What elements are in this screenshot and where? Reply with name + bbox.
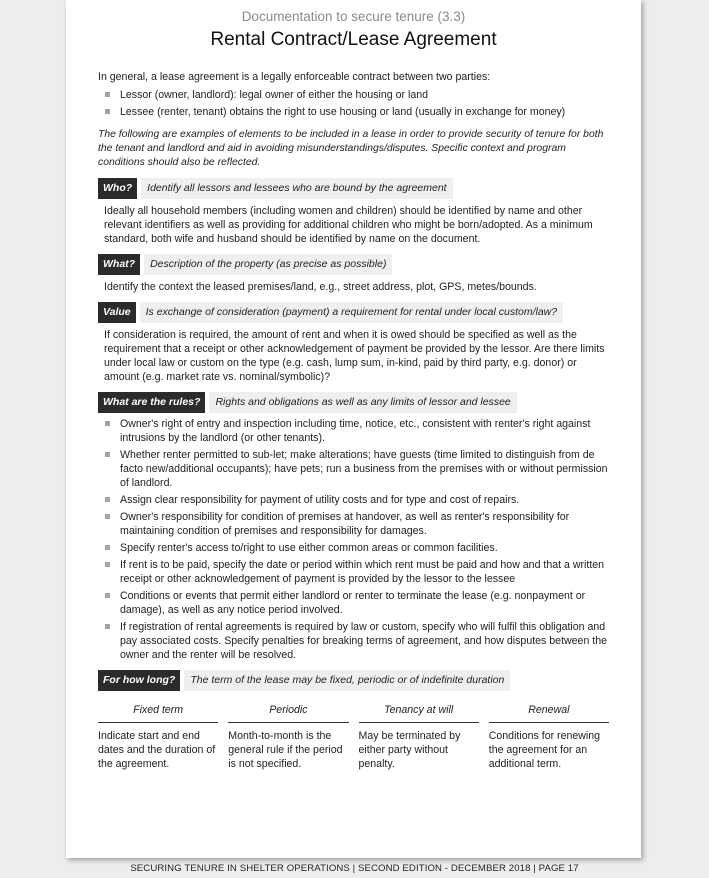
term-column: [98, 703, 218, 771]
list-item-text: Lessor (owner, landlord): legal owner of either the housing or land: [120, 89, 428, 101]
list-item: [98, 417, 609, 445]
list-item: [98, 558, 609, 586]
list-item: [98, 88, 609, 102]
page-footer: SECURING TENURE IN SHELTER OPERATIONS | SECOND EDITION - DECEMBER 2018 | PAGE 17: [130, 863, 579, 874]
bullet-square-icon: [105, 624, 110, 629]
section-description: Is exchange of consideration (payment) a requirement for rental under local custom/law?: [140, 302, 563, 323]
section-description: The term of the lease may be fixed, periodic or of indefinite duration: [184, 670, 510, 691]
section-how-long: [98, 670, 609, 691]
list-item-text: Owner's responsibility for condition of premises at handover, as well as renter's responsibility for maintaining condition of premises and responsibility for damages.: [120, 511, 570, 537]
list-item-text: Conditions or events that permit either landlord or renter to terminate the lease (e.g. nonpayment or damage), as well as any notice period involved.: [120, 590, 586, 616]
section-label: What are the rules?: [98, 392, 205, 413]
section-label: For how long?: [98, 670, 180, 691]
intro-bullets: [98, 88, 609, 119]
lease-terms-table: [98, 703, 609, 771]
section-header: [98, 392, 609, 413]
doc-subtitle: Documentation to secure tenure (3.3): [241, 9, 466, 24]
term-heading: Renewal: [489, 703, 609, 723]
list-item: [98, 589, 609, 617]
term-description: May be terminated by either party without penalty.: [358, 730, 461, 770]
section-header: [98, 670, 609, 691]
bullet-square-icon: [105, 545, 110, 550]
bullet-square-icon: [105, 452, 110, 457]
section-label: Who?: [98, 178, 137, 199]
bullet-square-icon: [105, 593, 110, 598]
term-description: Conditions for renewing the agreement for an additional term.: [488, 730, 601, 770]
term-heading: Periodic: [228, 703, 348, 723]
section-header: [98, 254, 609, 275]
section-what: [98, 254, 609, 294]
list-item-text: Owner's right of entry and inspection including time, notice, etc., consistent with renter's right against intrusions by the landlord (or other tenants).: [120, 418, 591, 444]
term-column: [489, 703, 609, 771]
bullet-square-icon: [105, 497, 110, 502]
intro-text: In general, a lease agreement is a legally enforceable contract between two parties:: [98, 71, 491, 83]
term-column: [228, 703, 348, 771]
section-value: [98, 302, 609, 384]
list-item: [98, 493, 609, 507]
section-who: [98, 178, 609, 246]
list-item-text: If rent is to be paid, specify the date or period within which rent must be paid and how and that a written receipt or other acknowledgement of payment is provided by the lessor to the lessee: [120, 559, 605, 585]
list-item-text: If registration of rental agreements is required by law or custom, specify who will fulfil this obligation and pay associated costs. Specify penalties for breaking terms of agreement, and how disputes between the owner and the renter will be resolved.: [120, 621, 608, 661]
list-item-text: Whether renter permitted to sub-let; make alterations; have guests (time limited to distinguish from de facto new/additional occupants); have pets; run a business from the premises with or without permission of landlord.: [120, 449, 608, 489]
section-description: Description of the property (as precise as possible): [144, 254, 392, 275]
term-description: Indicate start and end dates and the duration of the agreement.: [98, 730, 216, 770]
list-item: [98, 541, 609, 555]
bullet-square-icon: [105, 562, 110, 567]
section-label: What?: [98, 254, 140, 275]
bullet-square-icon: [105, 109, 110, 114]
list-item-text: Specify renter's access to/right to use either common areas or common facilities.: [120, 542, 498, 554]
section-body: Identify the context the leased premises/land, e.g., street address, plot, GPS, metes/bounds.: [104, 281, 537, 293]
document-page: [66, 0, 641, 858]
list-item: [98, 105, 609, 119]
list-item: [98, 620, 609, 662]
list-item: [98, 510, 609, 538]
term-description: Month-to-month is the general rule if the period is not specified.: [228, 730, 343, 770]
section-body: Ideally all household members (including women and children) should be identified by name and other relevant identifiers as well as providing for additional children who might be born/adopted. As a minimum standard, both wife and husband should be identified by name on the document.: [104, 205, 593, 245]
term-column: [359, 703, 479, 771]
doc-title: Rental Contract/Lease Agreement: [210, 29, 497, 50]
term-heading: Tenancy at will: [359, 703, 479, 723]
rules-list: [98, 417, 609, 662]
bullet-square-icon: [105, 514, 110, 519]
section-header: [98, 178, 609, 199]
section-rules: [98, 392, 609, 662]
section-label: Value: [98, 302, 136, 323]
bullet-square-icon: [105, 92, 110, 97]
bullet-square-icon: [105, 421, 110, 426]
list-item-text: Assign clear responsibility for payment of utility costs and for type and cost of repairs.: [120, 494, 520, 506]
section-body: If consideration is required, the amount of rent and when it is owed should be specified as well as the requirement that a receipt or other acknowledgement of payment be provided by the lessor. Are there limits under local law or custom on the type (e.g. cash, lump sum, in-kind, paid by third party, e.g. donor) or amount (e.g. market rate vs. nominal/symbolic)?: [104, 329, 605, 383]
list-item: [98, 448, 609, 490]
term-heading: Fixed term: [98, 703, 218, 723]
section-header: [98, 302, 609, 323]
section-description: Rights and obligations as well as any limits of lessor and lessee: [209, 392, 516, 413]
section-description: Identify all lessors and lessees who are bound by the agreement: [141, 178, 452, 199]
list-item-text: Lessee (renter, tenant) obtains the right to use housing or land (usually in exchange for money): [120, 106, 566, 118]
intro-note: The following are examples of elements to be included in a lease in order to provide security of tenure for both the tenant and landlord and aid in avoiding misunderstandings/disputes. Specific context and program conditions should also be reflected.: [98, 129, 604, 168]
